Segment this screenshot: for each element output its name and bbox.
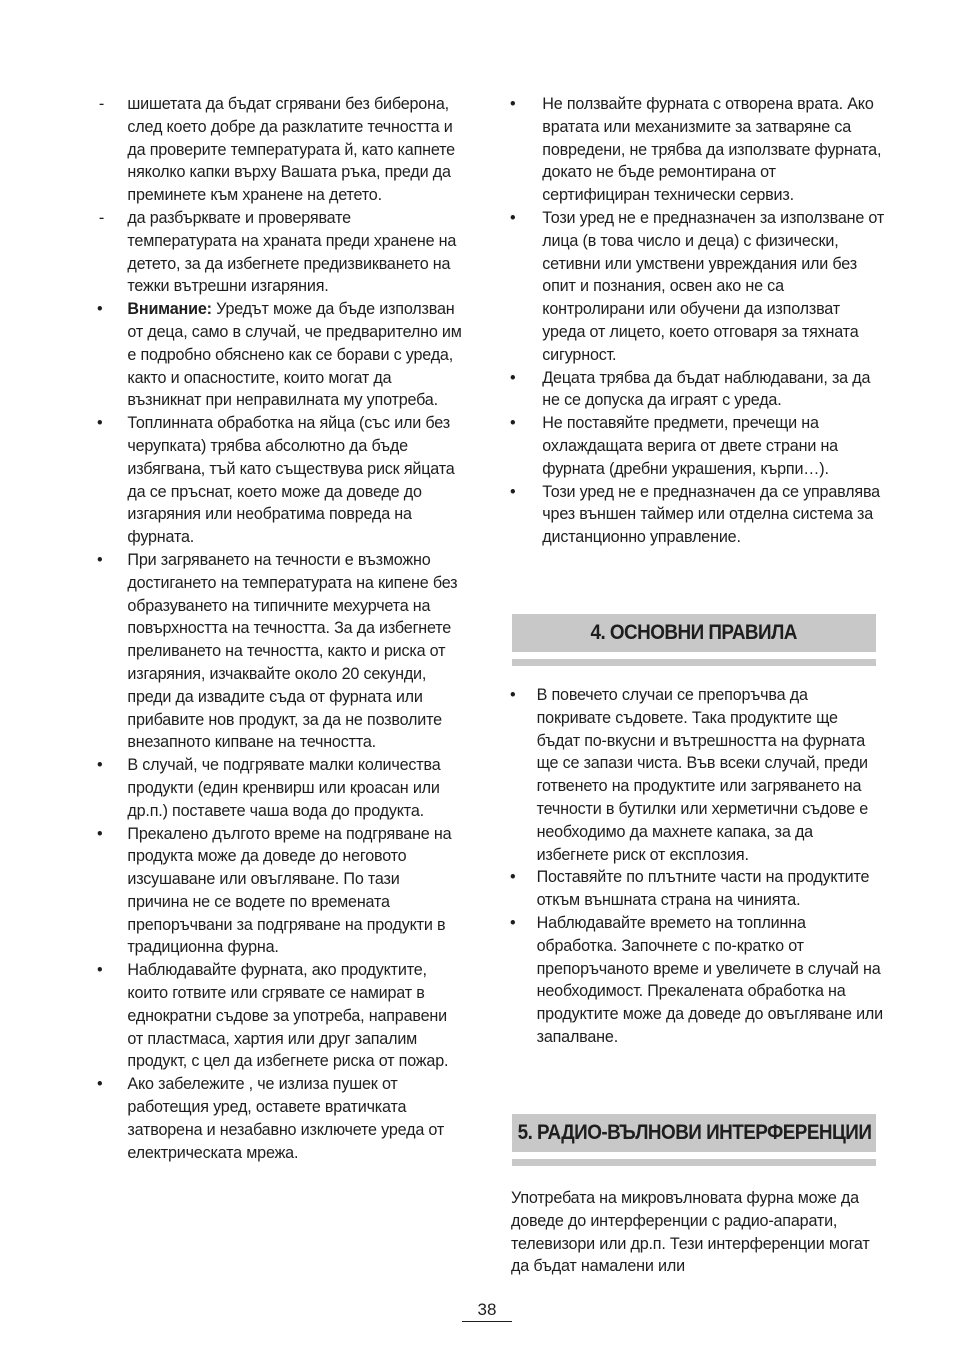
item-bold-lead: Внимание:: [127, 299, 212, 319]
item-text: Този уред не е предназначен да се управлява чрез външен таймер или отделна система за дистанционно управление.: [542, 481, 880, 547]
item-body: Ако забележите , че излиза пушек от работещия уред, оставете вратичката затворена и незабавно изключете уреда от електрическата мрежа.: [127, 1074, 445, 1162]
page-number: 38: [477, 1300, 497, 1319]
item-text: [127, 754, 462, 822]
item-body: Наблюдавайте фурната, ако продуктите, които готвите или сгрявате се намират в еднократни съдове за употреба, направени от пластмаса, хартия или друг запалим продукт, с цел да избегнете риска от пожар.: [127, 960, 449, 1071]
item-text: [127, 823, 462, 960]
section-title: 4. ОСНОВНИ ПРАВИЛА: [590, 621, 798, 644]
list-item: [97, 207, 463, 298]
bullet-icon: •: [97, 755, 103, 775]
item-text: [127, 549, 462, 754]
item-body: Уредът може да бъде използван от деца, само в случай, че предварително им е подробно обяснено как се борави с уреда, както и опасностите, които могат да възникнат при неправилната му употреба.: [127, 299, 462, 410]
item-text: [127, 93, 462, 207]
list-item: [510, 412, 885, 480]
section-4-heading: [512, 614, 876, 666]
item-body: шишетата да бъдат сгрявани без биберона, след което добре да разклатите течността и да проверите температурата й, като капнете няколко капки върху Вашата ръка, преди да преминете към хранене на детето.: [127, 94, 455, 205]
list-item: [97, 298, 463, 412]
bullet-icon: •: [97, 823, 103, 843]
list-item: [97, 93, 463, 207]
item-text: Наблюдавайте времето на топлинна обработка. Започнете с по-кратко от препоръчаното време и увеличете в случай на необходимост. Прекалената обработка на продуктите може да доведе до овъгляване или запалване.: [536, 912, 883, 1046]
list-item: [97, 412, 463, 549]
item-body: В случай, че подгрявате малки количества продукти (един кренвирш или кроасан или др.п.) поставете чаша вода до продукта.: [127, 755, 441, 820]
item-text: В повечето случаи се препоръчва да покривате съдовете. Така продуктите ще бъдат по-вкусни и вътрешността на фурната ще се запази чиста. Във всеки случай, преди готвенето на продуктите или загряването на течности в бутилки или херметични съдове е необходимо да махнете капака, за да избегнете риск от експлозия.: [536, 685, 869, 864]
page-number-rule: [462, 1321, 512, 1322]
section-heading-bar: [512, 614, 876, 652]
dash-marker: -: [98, 94, 105, 113]
item-text: Не ползвайте фурната с отворена врата. Ако вратата или механизмите за затваряне са повредени, не трябва да използвате фурната, докато не бъде ремонтирана от сертифициран технически сервиз.: [542, 94, 882, 205]
list-item: [510, 866, 885, 912]
bullet-icon: •: [97, 1074, 103, 1094]
list-item: [510, 93, 885, 207]
section-heading-rule: [512, 659, 876, 666]
item-text: [127, 1073, 462, 1164]
bullet-icon: •: [510, 94, 516, 113]
list-item: [510, 207, 885, 367]
list-item: [97, 823, 463, 960]
item-text: [127, 298, 462, 412]
item-body: Топлинната обработка на яйца (със или без черупката) трябва абсолютно да бъде избягвана, тъй като съществува риск яйцата да се пръснат, което може да доведе до изгаряния или необратима повреда на фурната.: [127, 413, 455, 547]
bullet-icon: •: [510, 685, 516, 704]
bullet-icon: •: [97, 549, 103, 569]
bullet-icon: •: [510, 207, 516, 227]
item-text: [127, 412, 462, 549]
bullet-icon: •: [510, 367, 516, 387]
list-item: [97, 959, 463, 1073]
item-body: Прекалено дългото време на подгряване на продукта може да доведе до неговото изсушаване или овъгляване. По тази причина не се водете по времената препоръчвани за подгряване на продукти в традиционна фурна.: [127, 823, 452, 957]
item-text: [127, 207, 462, 298]
right-column-top-list: [510, 93, 885, 549]
list-item: [510, 912, 885, 1049]
section-title: 5. РАДИО-ВЪЛНОВИ ИНТЕРФЕРЕНЦИИ: [517, 1121, 871, 1144]
bullet-icon: •: [510, 413, 516, 433]
section-5-paragraph: Употребата на микровълновата фурна може да доведе до интерференции с радио-апарати, телевизори или др.п. Тези интерференции могат да бъдат намалени или: [511, 1188, 870, 1276]
bullet-icon: •: [510, 867, 516, 887]
item-text: [127, 959, 462, 1073]
list-item: [97, 754, 463, 822]
item-text: Този уред не е предназначен за използване от лица (в това число и деца) с физически, сетивни или умствени увреждания или без опит и познания, освен ако не са контролирани или обучени да използват уреда от лицето, което отговаря за тяхната сигурност.: [542, 207, 885, 364]
section-heading-rule: [512, 1159, 876, 1166]
list-item: [510, 481, 885, 549]
bullet-icon: •: [97, 299, 103, 319]
list-item: [510, 684, 885, 866]
section-4-list: [510, 684, 885, 1049]
list-item: [97, 549, 463, 754]
item-body: да разбърквате и проверявате температурата на храната преди хранене на детето, за да избегнете предизвикването на тежки вътрешни изгаряния.: [127, 207, 457, 296]
section-heading-bar: [512, 1114, 876, 1152]
list-item: [510, 367, 885, 413]
bullet-icon: •: [97, 960, 103, 980]
left-column: [97, 93, 463, 1164]
dash-marker: -: [98, 207, 105, 227]
item-text: Децата трябва да бъдат наблюдавани, за да не се допуска да играят с уреда.: [542, 367, 871, 410]
section-5-heading: [512, 1114, 876, 1166]
section-5-body: [511, 1187, 882, 1278]
bullet-icon: •: [510, 481, 516, 501]
list-item: [97, 1073, 463, 1164]
bullet-icon: •: [97, 413, 103, 433]
item-text: Поставяйте по плътните части на продуктите откъм външната страна на чинията.: [536, 867, 870, 910]
bullet-icon: •: [510, 912, 516, 932]
item-text: Не поставяйте предмети, пречещи на охлаждащата верига от двете страни на фурната (дребни украшения, кърпи…).: [542, 413, 838, 478]
item-body: При загряването на течности е възможно достигането на температурата на кипене без образуването на типичните мехурчета на повърхността на течността. За да избегнете преливането на течността, както и риска от изгаряния, изчаквайте около 20 секунди, преди да извадите съда от фурната или прибавите нов продукт, за да не позволите внезапното кипване на течността.: [127, 549, 458, 752]
